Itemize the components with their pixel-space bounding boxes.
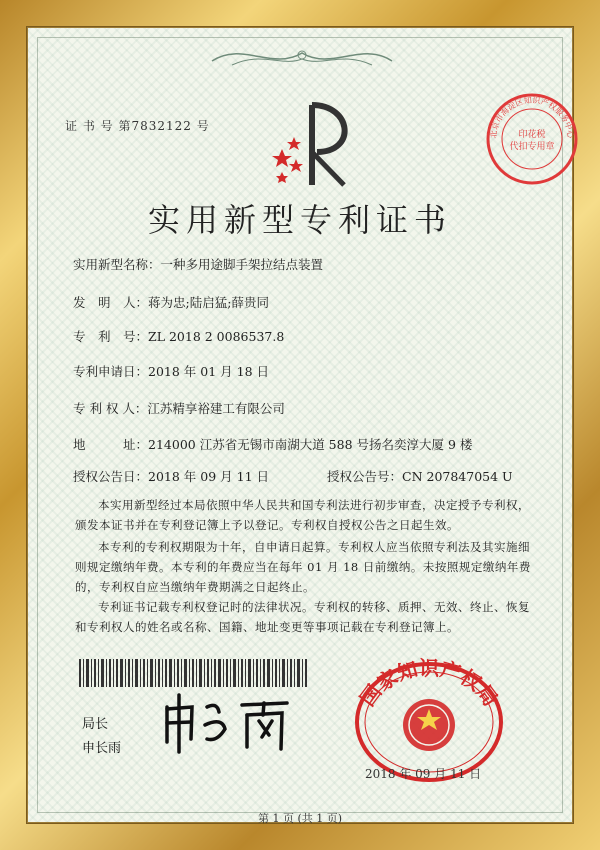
document-title: 实用新型专利证书 — [147, 201, 452, 239]
field-patent-number: 专 利 号：ZL 2018 2 0086537.8 — [73, 329, 285, 344]
signer-title: 局长 — [82, 717, 109, 732]
seal-big-text: 国家知识产权局 — [355, 657, 503, 711]
field-inventor: 发 明 人：蒋为忠;陆启猛;薛贵同 — [73, 295, 269, 310]
svg-text:代扣专用章: 代扣专用章 — [509, 142, 555, 152]
certificate-paper — [27, 27, 576, 825]
paragraph-1: 本实用新型经过本局依照中华人民共和国专利法进行初步审查，决定授予专利权，颁发本证书并在专利登记簿上予以登记。专利权自授权公告之日起生效。 — [75, 498, 530, 532]
top-ornament — [202, 41, 402, 71]
barcode — [79, 659, 309, 687]
field-grant-date: 授权公告日：2018 年 09 月 11 日 — [73, 469, 270, 484]
certificate-number: 证 书 号 第7832122 号 — [65, 119, 210, 133]
field-address: 地 址：214000 江苏省无锡市南湖大道 588 号扬名奕淳大厦 9 楼 — [73, 437, 473, 452]
field-application-date: 专利申请日：2018 年 01 月 18 日 — [73, 364, 270, 379]
paragraph-2: 本专利的专利权期限为十年，自申请日起算。专利权人应当依照专利法及其实施细则规定缴纳年费。本专利的年费应当在每年 01 月 18 日前缴纳。未按照规定缴纳年费的，专利权自应当缴纳年费期满之日起终止。 — [75, 540, 531, 594]
field-patentee: 专 利 权 人：江苏精享裕建工有限公司 — [73, 401, 285, 416]
seal-top-text: 北京市海淀区知识产权服务中心 — [488, 95, 576, 139]
seal-date: 2018 年 09 月 11 日 — [365, 767, 482, 781]
tax-seal — [482, 89, 582, 189]
svg-text:印花税: 印花税 — [518, 130, 546, 140]
signer-name: 申长雨 — [82, 741, 122, 756]
paragraph-3: 专利证书记载专利权登记时的法律状况。专利权的转移、质押、无效、终止、恢复和专利权人的姓名或名称、国籍、地址变更等事项记载在专利登记簿上。 — [75, 600, 530, 634]
patent-office-logo — [272, 97, 362, 192]
page-number: 第 1 页 (共 1 页) — [257, 812, 343, 825]
field-name: 实用新型名称：一种多用途脚手架拉结点装置 — [73, 257, 324, 272]
handwritten-signature — [147, 687, 337, 757]
field-grant-number: 授权公告号：CN 207847054 U — [327, 469, 513, 484]
